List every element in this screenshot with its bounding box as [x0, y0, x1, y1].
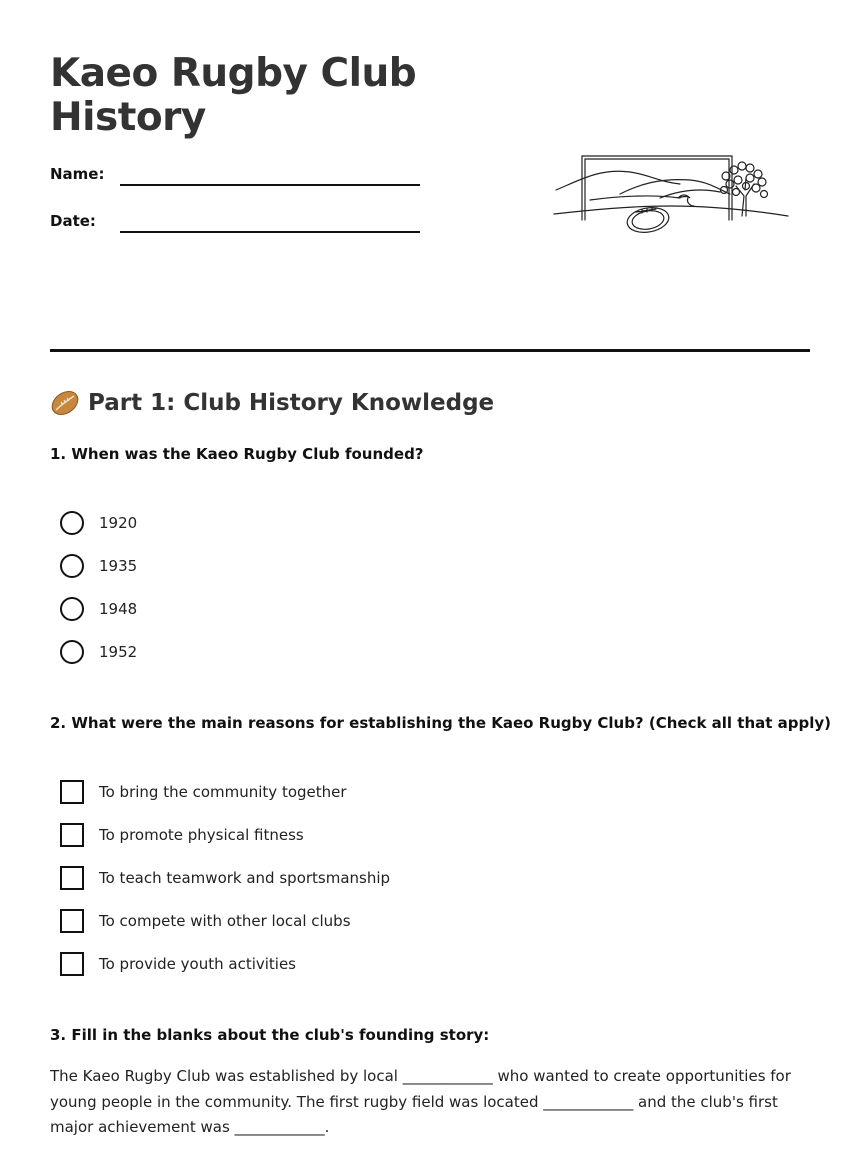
rugby-ball-icon [50, 388, 80, 418]
q2-option-1[interactable] [60, 780, 347, 804]
name-input-line[interactable] [120, 184, 420, 186]
checkbox[interactable] [60, 823, 84, 847]
question-3: 3. Fill in the blanks about the club's founding story: [50, 1026, 490, 1044]
radio-button[interactable] [60, 597, 84, 621]
checkbox[interactable] [60, 952, 84, 976]
option-label: To provide youth activities [99, 955, 296, 973]
part1-title: Part 1: Club History Knowledge [88, 390, 495, 416]
fill-in-blanks-paragraph: The Kaeo Rugby Club was established by local ____________ who wanted to create opportunities for young people in the community. The first rugby field was located ____________ and the club's first major achievement was ____________. [50, 1067, 791, 1136]
option-label: To teach teamwork and sportsmanship [99, 869, 391, 887]
checkbox[interactable] [60, 909, 84, 933]
checkbox[interactable] [60, 866, 84, 890]
part1-heading [50, 388, 494, 418]
radio-button[interactable] [60, 640, 84, 664]
q2-option-2[interactable] [60, 823, 304, 847]
q1-option-1[interactable] [60, 511, 137, 535]
q1-option-2[interactable] [60, 554, 137, 578]
q2-option-3[interactable] [60, 866, 390, 890]
option-label: 1948 [99, 600, 138, 618]
name-field-row [50, 165, 420, 195]
date-input-line[interactable] [120, 231, 420, 233]
question-1: 1. When was the Kaeo Rugby Club founded? [50, 445, 424, 463]
radio-button[interactable] [60, 554, 84, 578]
option-label: 1920 [99, 514, 138, 532]
option-label: 1952 [99, 643, 138, 661]
worksheet-title: Kaeo Rugby Club History [50, 51, 417, 140]
header-divider [50, 349, 810, 352]
q2-option-5[interactable] [60, 952, 296, 976]
rugby-field-illustration-icon [550, 150, 792, 242]
radio-button[interactable] [60, 511, 84, 535]
date-label: Date: [50, 212, 96, 230]
question-2: 2. What were the main reasons for establishing the Kaeo Rugby Club? (Check all that apply) [50, 714, 832, 732]
option-label: To bring the community together [99, 783, 347, 801]
option-label: To promote physical fitness [99, 826, 304, 844]
q2-option-4[interactable] [60, 909, 351, 933]
q1-option-4[interactable] [60, 640, 137, 664]
option-label: 1935 [99, 557, 138, 575]
option-label: To compete with other local clubs [99, 912, 351, 930]
name-label: Name: [50, 165, 105, 183]
date-field-row [50, 212, 420, 242]
checkbox[interactable] [60, 780, 84, 804]
q1-option-3[interactable] [60, 597, 137, 621]
